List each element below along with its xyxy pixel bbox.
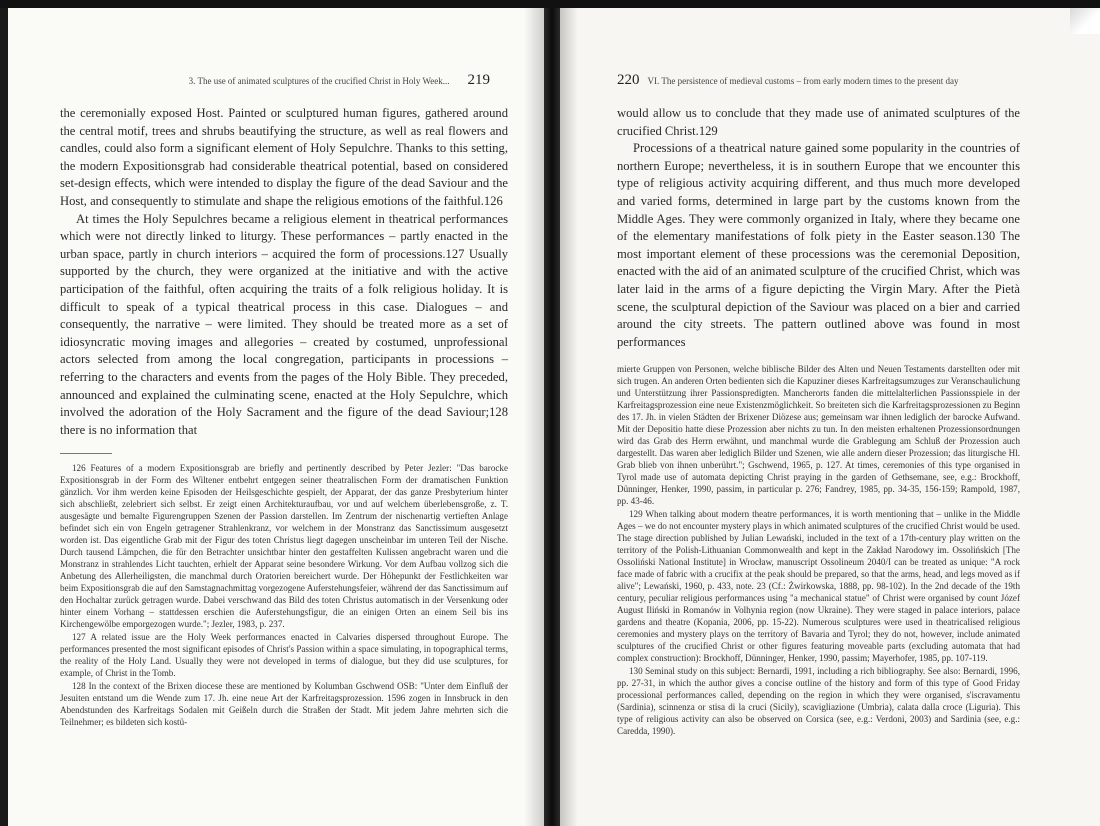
paragraph: the ceremonially exposed Host. Painted or sculptured human figures, gathered around the central motif, trees and shrubs beautifying the structure, as well as real flowers and candles, could also form a significant element of Holy Sepulchre. Thanks to this setting, the modern Expositionsgrab had considerable theatrical potential, based on considered set-design effects, which were intended to display the figure of the dead Saviour and the Host, and consequently to stimulate and shape the religious emotions of the faithful.126 — [60, 106, 508, 208]
footnote: 126 Features of a modern Expositionsgrab are briefly and pertinently described by Peter Jezler: "Das barocke Expositionsgrab in der Form des Wiltener entbehrt entgegen seiner theatralischen Form der dramatischen Funktion gänzlich. Vor ihm werden keine Episoden der Heilsgeschichte gespielt, der Apparat, der das ganze Presbyterium hinter sich abschließt, zelebriert sich selbst. Er zeigt einen Architekturaufbau, vor und auf welchem überlebensgroße, z. T. ausgesägte und bemalte Figurengruppen Szenen der Passion darstellen. Im Zentrum der nischenartig vertieften Anlage befindet sich ein von Engeln getragener Strahlenkranz, vor welchem in der Monstranz das Sanctissimum ausgesetzt worden ist. Das eigentliche Grab mit der Figur des toten Christus liegt dagegen unscheinbar im unteren Teil der Nische. Durch tausend Lämpchen, die für den Betrachter unsichtbar hinter den gestaffelten Kulissen angebracht waren und die Monstranz in strahlendes Licht tauchten, erhielt der Apparat seine besondere Wirkung. Vor dem Aufbau vollzog sich die Anbetung des Allerheiligsten, die manchmal durch Oratorien bereichert wurde. Der Höhepunkt der Festlichkeiten war beim Expositionsgrab die auf den Samstagnachmittag vorgezogene Auferstehungsfeier, während der das Sanctissimum auf den Hochaltar zurück getragen wurde. Dabei verschwand das Bild des toten Christus automatisch in der Versenkung oder hinter einem Vorhang – stattdessen erschien die Auferstehungsfigur, die an einigen Orten an einem Seil bis ins Kirchengewölbe emporgezogen wurde."; Jezler, 1983, p. 237. — [60, 463, 508, 630]
left-header-title: 3. The use of animated sculptures of the crucified Christ in Holy Week... — [188, 76, 450, 86]
right-running-header — [617, 72, 1020, 89]
left-footnotes — [60, 462, 508, 728]
paragraph: Processions of a theatrical nature gained some popularity in the countries of northern Europe; nevertheless, it is in southern Europe that we encounter this type of religious activity acquiring different, and thus much more developed and varied forms, determined in large part by the customs known from the Middle Ages. They were commonly organized in Italy, where they became one of the elementary manifestations of folk piety in the Easter season.130 The most important element of these processions was the ceremonial Deposition, enacted with the aid of an animated sculpture of the crucified Christ, which was later laid in the arms of a figure depicting the Virgin Mary. After the Pietà scene, the sculptural depiction of the Saviour was placed on a bier and carried around the city streets. The pattern outlined above was found in most performances — [617, 141, 1020, 349]
footnote: 127 A related issue are the Holy Week performances enacted in Calvaries dispersed throughout Europe. The performances presented the most significant episodes of Christ's Passion within a space simulating, in topographical terms, the reality of the Holy Land. Usually they were not developed in terms of dialogue, but they did use sculptures, for example, of Christ in the Tomb. — [60, 632, 508, 679]
page-corner — [1070, 8, 1100, 34]
right-page-number: 220 — [617, 72, 640, 88]
footnote: 129 When talking about modern theatre performances, it is worth mentioning that – unlike in the Middle Ages – we do not encounter mystery plays in which animated sculptures of the crucified Christ would be used. The stage direction published by Julian Lewański, included in the text of a 17th-century play written on the territory of the Polish-Lithuanian Commonwealth and kept in the Zakład Narodowy im. Ossolińskich [The Ossoliński National Institute] in Wrocław, manuscript Ossolineum 2040/I can be treated as unique: "A rock face made of fabric with a crucifix at the peak should be prepared, so that the arms, head, and legs moved as if alive"; Lewański, 1960, p. 433, note. 23 (Cf.: Żwirkowska, 1888, pp. 98-102). In the 2nd decade of the 19th century, peculiar religious performances using "a mechanical statue" of Christ were organised by count Józef August Iliński in Romanów in Volhynia region (now Ukraine). They were staged in palace interiors, palace gardens and theatre (Kopania, 2006, pp. 15-22). Numerous sculptures were used in theatricalised religious ceremonies and mystery plays on the territory of Bavaria and Tyrol; they do not, however, include animated sculptures of the crucified Christ or other figures featuring moveable parts (excluding automata that had complex construction): Brockhoff, Dünninger, Henker, 1990, passim; Mayerhofer, 1985, pp. 107-119. — [617, 509, 1020, 664]
scan-border — [0, 0, 1100, 8]
right-body-text — [617, 105, 1020, 351]
footnote-continuation: mierte Gruppen von Personen, welche biblische Bilder des Alten und Neuen Testaments darstellten oder mit sich trugen. An anderen Orten bedienten sich die Kapuziner dieses Karfreitagsumzuges zur Veranschaulichung und Unterstützung ihrer Passionspredigten. Mancherorts fanden die mittelalterlichen Passionsspiele in der Karfreitagsprozession eine neue Existenzmöglichkeit. So breiteten sich die Karfreitagsprozessionen zu Beginn des 17. Jh. in vielen Städten der Brixener Diözese aus; gemeinsam war ihnen lediglich der barocke Aufwand. Mit der Depositio hatte diese Prozession aber nichts zu tun. In den meisten erhaltenen Prozessionsordnungen wird das Grab des Herrn erwähnt, und manchmal wurde die Grablegung am Schluß der Prozession auch dargestellt. Das waren aber lediglich Bilder und Szenen, wie alle andern dieser Prozession; das liturgische Hl. Grab blieb von ihnen unberührt."; Gschwend, 1965, p. 127. At times, ceremonies of this type organised in Tyrol made use of automata depicting Christ praying in the garden of Gethsemane, see, e.g.: Brockhoff, Dünninger, Henker, 1990, passim, in particular p. 276; Fandrey, 1985, pp. 34-35, 156-159; Rampold, 1987, pp. 43-46. — [617, 364, 1020, 507]
book-gutter — [544, 8, 560, 826]
footnote: 128 In the context of the Brixen diocese these are mentioned by Kolumban Gschwend OSB: "Unter dem Einfluß der Jesuiten entstand um die Wende zum 17. Jh. eine neue Art der Karfreitagsprozession. 1596 zogen in Innsbruck in den Abendstunden des Karfreitags Sodalen mit Geißeln durch die Straßen der Stadt. Mit jedem Jahre mehrten sich die Teilnehmer; es bildeten sich kostü- — [60, 681, 508, 728]
footnote-rule — [60, 453, 112, 454]
right-page — [560, 8, 1100, 826]
footnote: 130 Seminal study on this subject: Bernardi, 1991, including a rich bibliography. See also: Bernardi, 1996, pp. 27-31, in which the author gives a concise outline of the history and form of this type of Good Friday processional performances called, depending on the region in which they were organised, s'iscravamentu (Sardinia), scinnenza or stisa di la cruci (Sicily), scavigliazione (Umbria), calata dalla croce (Liguria). This type of religious activity can also be observed on Corsica (see, e.g.: Verdoni, 2003) and Sardinia (see, e.g.: Caredda, 1990). — [617, 666, 1020, 737]
left-page — [8, 8, 544, 826]
paragraph: would allow us to conclude that they made use of animated sculptures of the crucified Christ.129 — [617, 106, 1020, 138]
left-running-header — [60, 72, 508, 89]
left-page-number: 219 — [467, 72, 490, 88]
paragraph: At times the Holy Sepulchres became a religious element in theatrical performances which were not directly linked to liturgy. These performances – partly enacted in the urban space, partly in church interiors – acquired the form of processions.127 Usually supported by the church, they were organized at the initiative and with the active participation of the faithful, often acquiring the traits of a folk religious holiday. It is difficult to speak of a typical theatrical process in this case. Dialogues – and consequently, the narrative – were limited. They should be treated more as a set of idiosyncratic moving images and allegories – created by costumed, unprofessional actors selected from among the local congregation, participants in processions – referring to the characters and events from the pages of the Holy Bible. They preceded, announced and explained the culminating scene, enacted at the Holy Sepulchre, which involved the adoration of the Holy Sacrament and the figure of the dead Saviour;128 there is no information that — [60, 211, 508, 437]
right-footnotes — [617, 363, 1020, 737]
right-header-title: VI. The persistence of medieval customs – from early modern times to the present day — [647, 76, 959, 86]
left-body-text — [60, 105, 508, 439]
